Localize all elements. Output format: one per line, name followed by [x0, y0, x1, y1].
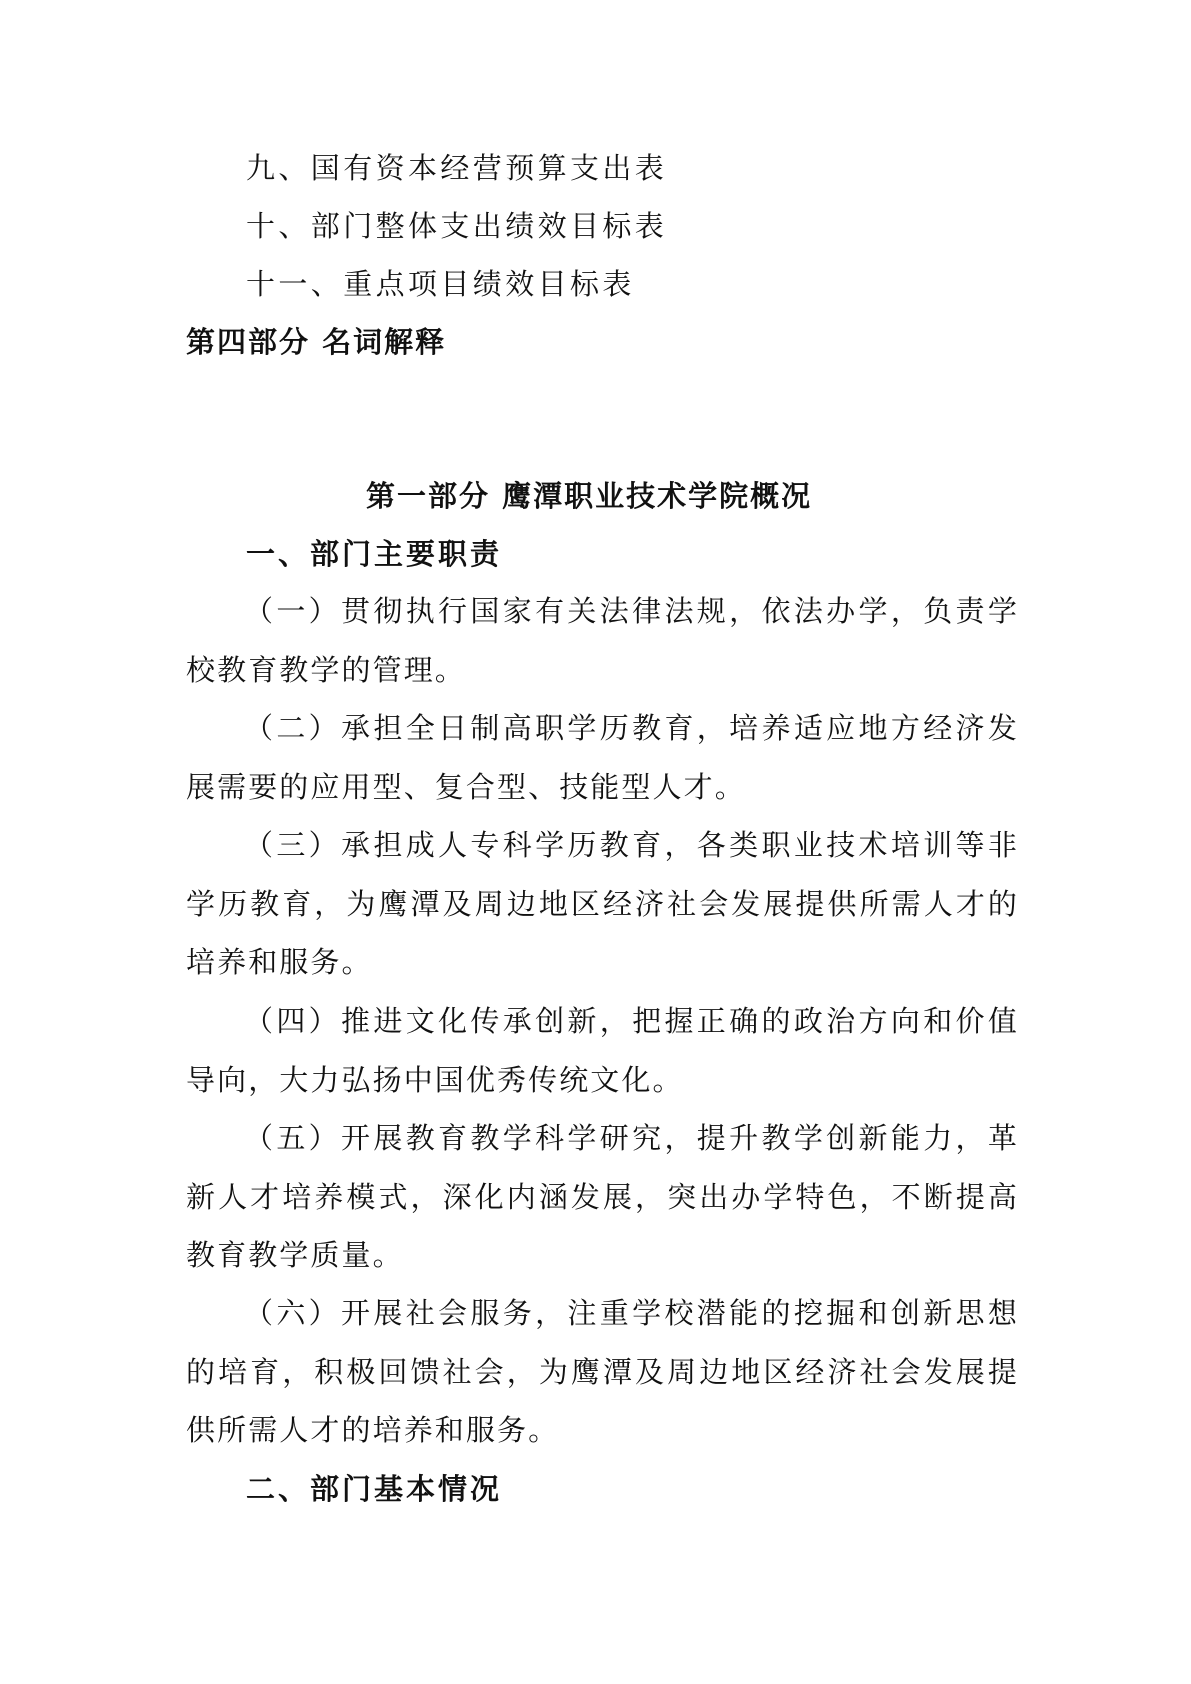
section-heading-duties: 一、部门主要职责 — [246, 537, 503, 571]
duty-paragraph-4: （四）推进文化传承创新，把握正确的政治方向和价值导向，大力弘扬中国优秀传统文化。 — [186, 1004, 1019, 1097]
part1-title: 第一部分 鹰潭职业技术学院概况 — [366, 479, 813, 513]
duty-paragraph-6: （六）开展社会服务，注重学校潜能的挖掘和创新思想的培育，积极回馈社会，为鹰潭及周边地区经济社会发展提供所需人才的培养和服务。 — [186, 1296, 1019, 1447]
duty-paragraph-5: （五）开展教育教学科学研究，提升教学创新能力，革新人才培养模式，深化内涵发展，突出办学特色，不断提高教育教学质量。 — [186, 1121, 1019, 1272]
toc-item-11: 十一、重点项目绩效目标表 — [246, 267, 635, 301]
toc-item-9: 九、国有资本经营预算支出表 — [246, 151, 668, 185]
toc-item-10: 十、部门整体支出绩效目标表 — [246, 209, 668, 243]
section-heading-basic-info: 二、部门基本情况 — [246, 1472, 503, 1506]
duty-paragraph-1: （一）贯彻执行国家有关法律法规，依法办学，负责学校教育教学的管理。 — [186, 594, 1019, 687]
toc-part4-heading: 第四部分 名词解释 — [186, 325, 447, 359]
duty-paragraph-3: （三）承担成人专科学历教育，各类职业技术培训等非学历教育，为鹰潭及周边地区经济社会发展提供所需人才的培养和服务。 — [186, 828, 1019, 979]
duty-paragraph-2: （二）承担全日制高职学历教育，培养适应地方经济发展需要的应用型、复合型、技能型人才。 — [186, 711, 1019, 804]
